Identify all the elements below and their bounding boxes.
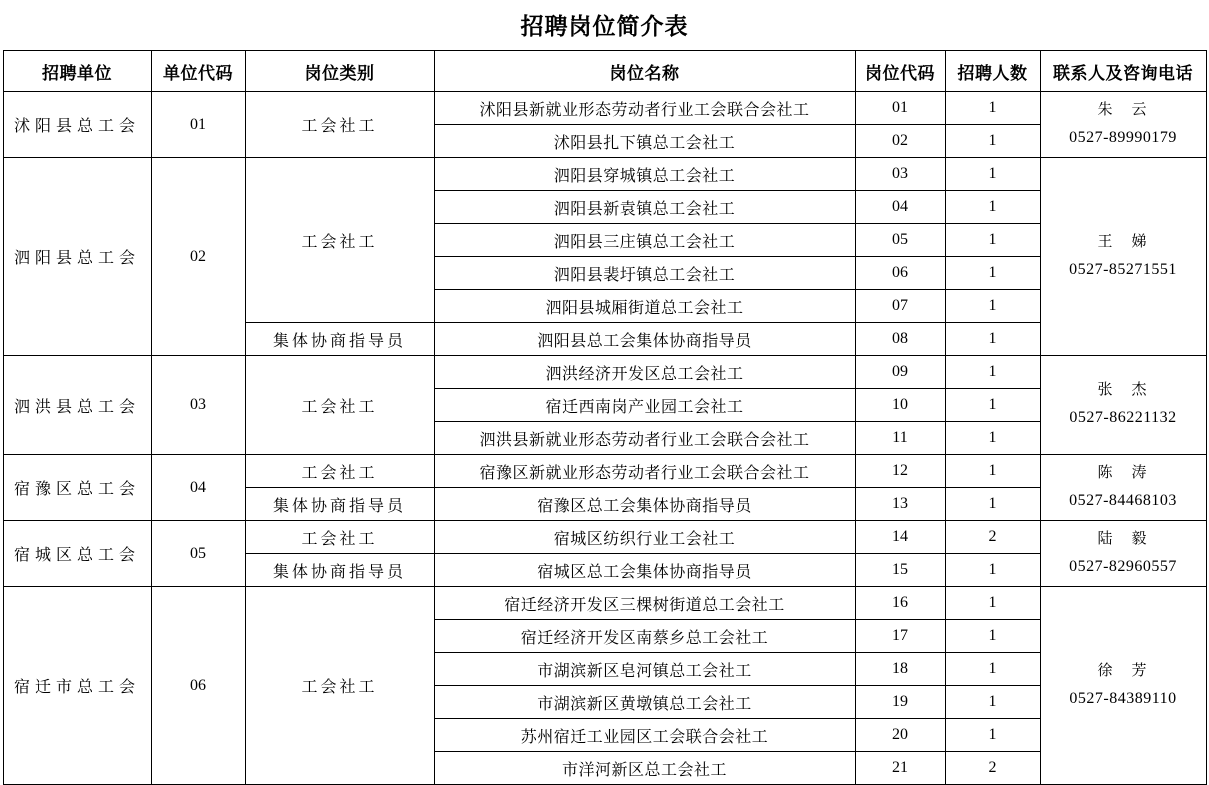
recruit-count-cell: 1 [945, 719, 1040, 752]
recruit-count-cell: 1 [945, 389, 1040, 422]
unit-code-cell: 03 [151, 356, 245, 455]
table-row [3, 521, 1206, 554]
position-code-cell: 16 [855, 587, 945, 620]
position-code-cell: 03 [855, 158, 945, 191]
category-cell: 工会社工 [245, 356, 434, 455]
recruitment-table [3, 50, 1207, 785]
position-name-cell: 市湖滨新区黄墩镇总工会社工 [434, 686, 855, 719]
contact-phone: 0527-84468103 [1069, 491, 1177, 509]
table-row [3, 455, 1206, 488]
category-cell: 工会社工 [245, 92, 434, 158]
position-name-cell: 宿豫区总工会集体协商指导员 [434, 488, 855, 521]
header-unit-code: 单位代码 [151, 51, 245, 92]
position-name-cell: 泗阳县裴圩镇总工会社工 [434, 257, 855, 290]
recruit-count-cell: 1 [945, 191, 1040, 224]
contact-cell [1040, 92, 1206, 158]
category-cell: 工会社工 [245, 587, 434, 785]
contact-phone: 0527-89990179 [1069, 128, 1177, 146]
position-code-cell: 10 [855, 389, 945, 422]
contact-phone: 0527-82960557 [1069, 557, 1177, 575]
unit-name-cell: 宿迁市总工会 [3, 587, 151, 785]
recruit-count-cell: 1 [945, 686, 1040, 719]
contact-name: 朱 云 [1097, 101, 1149, 118]
header-contact-phone: 联系人及咨询电话 [1040, 51, 1206, 92]
unit-name-cell: 宿城区总工会 [3, 521, 151, 587]
position-code-cell: 12 [855, 455, 945, 488]
recruit-count-cell: 1 [945, 422, 1040, 455]
header-position-code: 岗位代码 [855, 51, 945, 92]
position-name-cell: 泗阳县穿城镇总工会社工 [434, 158, 855, 191]
contact-cell [1040, 356, 1206, 455]
position-code-cell: 11 [855, 422, 945, 455]
position-code-cell: 15 [855, 554, 945, 587]
position-code-cell: 17 [855, 620, 945, 653]
unit-code-cell: 05 [151, 521, 245, 587]
contact-name: 徐 芳 [1097, 662, 1149, 679]
position-name-cell: 宿迁西南岗产业园工会社工 [434, 389, 855, 422]
contact-phone: 0527-85271551 [1069, 260, 1177, 278]
table-row [3, 587, 1206, 620]
recruit-count-cell: 1 [945, 587, 1040, 620]
category-cell: 集体协商指导员 [245, 323, 434, 356]
recruit-count-cell: 1 [945, 620, 1040, 653]
position-name-cell: 沭阳县扎下镇总工会社工 [434, 125, 855, 158]
unit-name-cell: 泗洪县总工会 [3, 356, 151, 455]
position-code-cell: 04 [855, 191, 945, 224]
position-code-cell: 05 [855, 224, 945, 257]
category-cell: 工会社工 [245, 158, 434, 323]
position-name-cell: 泗阳县城厢街道总工会社工 [434, 290, 855, 323]
page-title: 招聘岗位简介表 [520, 14, 689, 39]
category-cell: 工会社工 [245, 521, 434, 554]
position-name-cell: 宿迁经济开发区三棵树街道总工会社工 [434, 587, 855, 620]
position-name-cell: 市洋河新区总工会社工 [434, 752, 855, 785]
category-cell: 集体协商指导员 [245, 554, 434, 587]
position-code-cell: 09 [855, 356, 945, 389]
position-name-cell: 沭阳县新就业形态劳动者行业工会联合会社工 [434, 92, 855, 125]
position-code-cell: 07 [855, 290, 945, 323]
unit-code-cell: 06 [151, 587, 245, 785]
recruit-count-cell: 1 [945, 92, 1040, 125]
contact-phone: 0527-84389110 [1069, 689, 1177, 707]
header-position-category: 岗位类别 [245, 51, 434, 92]
position-name-cell: 宿城区总工会集体协商指导员 [434, 554, 855, 587]
contact-name: 陈 涛 [1097, 464, 1149, 481]
contact-phone: 0527-86221132 [1069, 409, 1177, 427]
unit-name-cell: 宿豫区总工会 [3, 455, 151, 521]
recruit-count-cell: 1 [945, 554, 1040, 587]
recruit-count-cell: 1 [945, 488, 1040, 521]
table-body [3, 92, 1206, 785]
contact-cell [1040, 158, 1206, 356]
contact-name: 王 娣 [1097, 233, 1149, 250]
category-cell: 集体协商指导员 [245, 488, 434, 521]
table-row [3, 92, 1206, 125]
category-cell: 工会社工 [245, 455, 434, 488]
header-recruit-count: 招聘人数 [945, 51, 1040, 92]
header-position-name: 岗位名称 [434, 51, 855, 92]
unit-code-cell: 04 [151, 455, 245, 521]
header-recruiting-unit: 招聘单位 [3, 51, 151, 92]
contact-cell [1040, 455, 1206, 521]
table-row [3, 158, 1206, 191]
recruit-count-cell: 1 [945, 455, 1040, 488]
table-row [3, 356, 1206, 389]
position-name-cell: 泗阳县三庄镇总工会社工 [434, 224, 855, 257]
position-name-cell: 宿迁经济开发区南蔡乡总工会社工 [434, 620, 855, 653]
recruit-count-cell: 1 [945, 257, 1040, 290]
contact-cell [1040, 521, 1206, 587]
position-name-cell: 泗洪县新就业形态劳动者行业工会联合会社工 [434, 422, 855, 455]
unit-code-cell: 02 [151, 158, 245, 356]
position-code-cell: 19 [855, 686, 945, 719]
position-code-cell: 14 [855, 521, 945, 554]
recruit-count-cell: 1 [945, 653, 1040, 686]
position-name-cell: 苏州宿迁工业园区工会联合会社工 [434, 719, 855, 752]
recruit-count-cell: 2 [945, 521, 1040, 554]
unit-name-cell: 泗阳县总工会 [3, 158, 151, 356]
position-name-cell: 宿豫区新就业形态劳动者行业工会联合会社工 [434, 455, 855, 488]
position-code-cell: 01 [855, 92, 945, 125]
position-code-cell: 18 [855, 653, 945, 686]
recruit-count-cell: 1 [945, 356, 1040, 389]
contact-name: 陆 毅 [1097, 530, 1149, 547]
position-name-cell: 宿城区纺织行业工会社工 [434, 521, 855, 554]
recruit-count-cell: 1 [945, 290, 1040, 323]
position-code-cell: 08 [855, 323, 945, 356]
position-code-cell: 13 [855, 488, 945, 521]
position-code-cell: 06 [855, 257, 945, 290]
contact-cell [1040, 587, 1206, 785]
position-name-cell: 市湖滨新区皂河镇总工会社工 [434, 653, 855, 686]
header-row [3, 51, 1206, 92]
recruit-count-cell: 1 [945, 224, 1040, 257]
recruit-count-cell: 2 [945, 752, 1040, 785]
recruit-count-cell: 1 [945, 323, 1040, 356]
recruit-count-cell: 1 [945, 125, 1040, 158]
position-name-cell: 泗阳县新袁镇总工会社工 [434, 191, 855, 224]
position-name-cell: 泗洪经济开发区总工会社工 [434, 356, 855, 389]
unit-name-cell: 沭阳县总工会 [3, 92, 151, 158]
position-code-cell: 02 [855, 125, 945, 158]
unit-code-cell: 01 [151, 92, 245, 158]
position-name-cell: 泗阳县总工会集体协商指导员 [434, 323, 855, 356]
recruit-count-cell: 1 [945, 158, 1040, 191]
position-code-cell: 21 [855, 752, 945, 785]
position-code-cell: 20 [855, 719, 945, 752]
contact-name: 张 杰 [1097, 382, 1149, 399]
